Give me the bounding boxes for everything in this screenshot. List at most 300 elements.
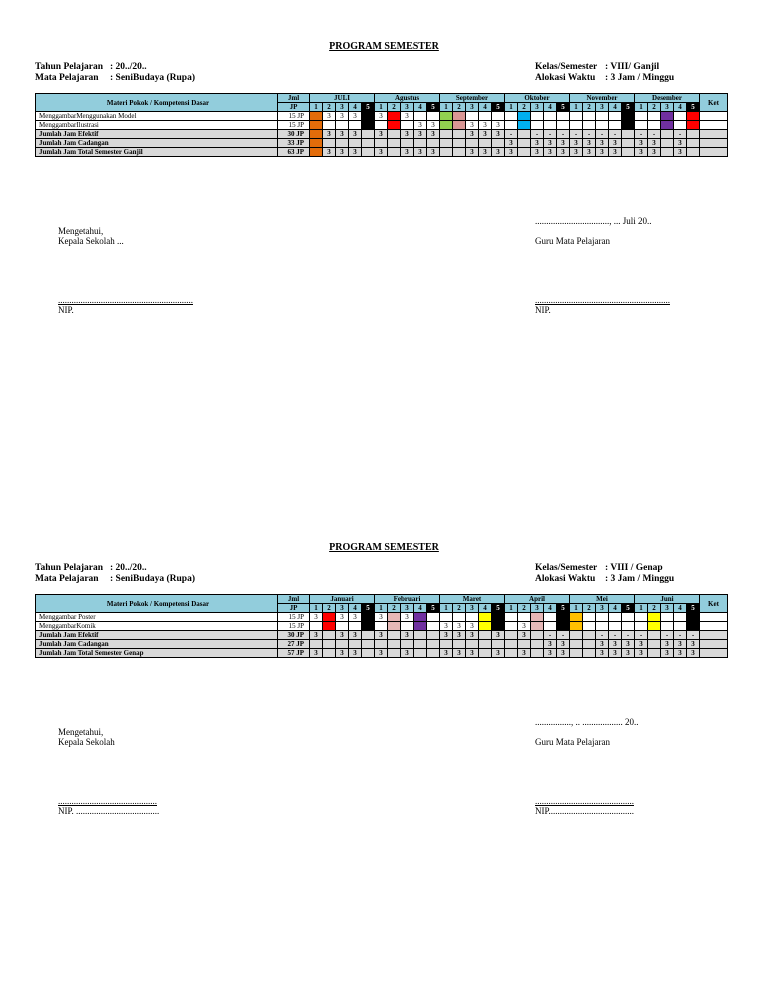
jp-cell: 15 JP [278, 121, 310, 130]
week-cell: 3 [479, 121, 492, 130]
week-cell [583, 613, 596, 622]
tahun-value: : 20../20.. [110, 62, 147, 72]
week-cell [505, 649, 518, 658]
week-cell: 3 [583, 148, 596, 157]
week-cell [570, 640, 583, 649]
week-number: 4 [674, 103, 687, 112]
week-number: 3 [661, 103, 674, 112]
week-cell: 3 [401, 130, 414, 139]
week-cell: 3 [531, 148, 544, 157]
week-cell [661, 139, 674, 148]
week-cell [687, 121, 700, 130]
materi-cell: Jumlah Jam Cadangan [36, 640, 278, 649]
week-cell [401, 640, 414, 649]
week-cell: 3 [492, 631, 505, 640]
week-cell [362, 130, 375, 139]
week-cell [453, 121, 466, 130]
week-cell [388, 148, 401, 157]
week-cell: 3 [375, 148, 388, 157]
nip-text: NIP...................................... [535, 806, 635, 816]
week-cell [388, 631, 401, 640]
month-header: JULI [310, 94, 375, 103]
week-cell [453, 130, 466, 139]
week-number: 5 [687, 604, 700, 613]
week-cell: 3 [401, 613, 414, 622]
week-number: 1 [375, 103, 388, 112]
week-cell: 3 [323, 148, 336, 157]
week-cell: 3 [375, 649, 388, 658]
meta-left-semester2 [35, 563, 195, 585]
week-cell [583, 640, 596, 649]
week-cell [440, 148, 453, 157]
week-cell: 3 [479, 148, 492, 157]
week-cell [557, 121, 570, 130]
page-title-semester1: PROGRAM SEMESTER [329, 41, 439, 52]
week-cell [661, 112, 674, 121]
week-cell [544, 622, 557, 631]
week-cell: - [687, 631, 700, 640]
table-row [36, 613, 728, 622]
week-cell [596, 613, 609, 622]
week-cell [375, 121, 388, 130]
week-cell [531, 649, 544, 658]
ket-cell [700, 640, 728, 649]
week-cell [388, 139, 401, 148]
week-number: 3 [531, 103, 544, 112]
week-cell: 3 [505, 148, 518, 157]
week-cell [492, 112, 505, 121]
week-cell [596, 112, 609, 121]
week-number: 5 [622, 103, 635, 112]
week-number: 4 [349, 103, 362, 112]
ket-cell [700, 139, 728, 148]
week-cell [479, 649, 492, 658]
week-cell: 3 [336, 613, 349, 622]
week-cell: 3 [492, 130, 505, 139]
week-cell [661, 130, 674, 139]
week-cell: 3 [609, 148, 622, 157]
week-cell: 3 [544, 139, 557, 148]
week-number: 4 [414, 604, 427, 613]
mengetahui-text: Mengetahui, [58, 727, 104, 737]
week-cell: 3 [596, 649, 609, 658]
week-cell [414, 640, 427, 649]
week-number: 5 [427, 103, 440, 112]
week-number: 4 [674, 604, 687, 613]
week-cell [388, 121, 401, 130]
week-cell: 3 [505, 139, 518, 148]
week-cell [687, 622, 700, 631]
jp-cell: 33 JP [278, 139, 310, 148]
week-cell: 3 [414, 130, 427, 139]
week-cell [492, 640, 505, 649]
week-cell: - [544, 130, 557, 139]
program-table-semester2 [35, 594, 728, 658]
week-cell: - [570, 130, 583, 139]
week-cell: - [648, 130, 661, 139]
week-number: 1 [570, 103, 583, 112]
header-materi: Materi Pokok / Kompetensi Dasar [36, 595, 278, 613]
week-cell [687, 130, 700, 139]
week-cell [648, 613, 661, 622]
tahun-value: : 20../20.. [110, 563, 147, 573]
week-cell: 3 [427, 130, 440, 139]
header-ket: Ket [700, 94, 728, 112]
table-row [36, 130, 728, 139]
week-cell [310, 622, 323, 631]
kelas-value: : VIII/ Ganjil [605, 62, 660, 72]
week-cell [388, 130, 401, 139]
week-cell [479, 631, 492, 640]
week-cell [492, 613, 505, 622]
week-cell: 3 [440, 649, 453, 658]
week-cell [362, 631, 375, 640]
week-number: 2 [583, 604, 596, 613]
alokasi-label: Alokasi Waktu [535, 73, 596, 83]
week-cell: 3 [401, 631, 414, 640]
nip-text: NIP. [58, 305, 74, 315]
ket-cell [700, 148, 728, 157]
week-number: 5 [427, 604, 440, 613]
week-number: 5 [362, 103, 375, 112]
week-cell [479, 613, 492, 622]
week-number: 3 [596, 103, 609, 112]
week-cell: - [596, 130, 609, 139]
week-cell: 3 [375, 130, 388, 139]
left-signature-semester2 [58, 727, 159, 816]
week-cell: 3 [479, 130, 492, 139]
week-cell [531, 640, 544, 649]
mapel-label: Mata Pelajaran [35, 574, 99, 584]
week-cell: 3 [466, 631, 479, 640]
week-cell [466, 613, 479, 622]
week-cell [648, 631, 661, 640]
week-cell [336, 139, 349, 148]
header-ket: Ket [700, 595, 728, 613]
week-cell [362, 622, 375, 631]
week-number: 2 [323, 103, 336, 112]
week-cell [362, 139, 375, 148]
week-cell: 3 [323, 112, 336, 121]
week-cell: 3 [466, 130, 479, 139]
week-number: 5 [557, 103, 570, 112]
week-cell [323, 622, 336, 631]
week-number: 2 [518, 604, 531, 613]
week-cell: 3 [375, 631, 388, 640]
week-cell [323, 649, 336, 658]
week-cell: 3 [648, 139, 661, 148]
week-number: 1 [505, 604, 518, 613]
week-cell [453, 613, 466, 622]
mengetahui-text: Mengetahui, [58, 226, 104, 236]
week-cell [440, 121, 453, 130]
week-cell [349, 640, 362, 649]
week-cell: - [557, 130, 570, 139]
week-cell [518, 148, 531, 157]
week-cell [414, 139, 427, 148]
week-cell: - [609, 631, 622, 640]
week-number: 5 [687, 103, 700, 112]
week-cell [674, 613, 687, 622]
week-cell [479, 622, 492, 631]
week-cell [570, 622, 583, 631]
week-cell [323, 121, 336, 130]
week-number: 2 [453, 103, 466, 112]
materi-cell: Jumlah Jam Efektif [36, 631, 278, 640]
week-cell: 3 [375, 613, 388, 622]
week-cell: 3 [518, 631, 531, 640]
week-cell [362, 121, 375, 130]
week-cell: 3 [609, 139, 622, 148]
week-cell [661, 148, 674, 157]
week-cell [635, 622, 648, 631]
week-cell [518, 121, 531, 130]
week-number: 1 [635, 604, 648, 613]
week-cell: 3 [310, 649, 323, 658]
program-table-semester1 [35, 93, 728, 157]
week-cell: 3 [661, 649, 674, 658]
jp-cell: 30 JP [278, 631, 310, 640]
week-cell: - [609, 130, 622, 139]
meta-left-semester1 [35, 62, 195, 84]
week-cell [609, 622, 622, 631]
week-cell: - [674, 130, 687, 139]
jp-cell: 63 JP [278, 148, 310, 157]
week-cell [427, 631, 440, 640]
table-row [36, 121, 728, 130]
week-cell [427, 640, 440, 649]
week-cell [648, 640, 661, 649]
week-cell [427, 112, 440, 121]
week-number: 2 [518, 103, 531, 112]
materi-cell: MenggambarKomik [36, 622, 278, 631]
week-cell [557, 112, 570, 121]
week-cell [609, 112, 622, 121]
mapel-value: : SeniBudaya (Rupa) [110, 574, 195, 584]
jp-cell: 30 JP [278, 130, 310, 139]
week-cell [479, 112, 492, 121]
week-cell [557, 622, 570, 631]
week-cell [557, 613, 570, 622]
date-text: ................................., ... Juli 20.. [535, 216, 652, 226]
week-cell [622, 613, 635, 622]
materi-cell: Jumlah Jam Total Semester Genap [36, 649, 278, 658]
materi-cell: Menggambar Poster [36, 613, 278, 622]
week-cell: 3 [544, 640, 557, 649]
week-number: 2 [583, 103, 596, 112]
month-header: November [570, 94, 635, 103]
week-cell: 3 [427, 148, 440, 157]
week-cell [323, 613, 336, 622]
week-cell [674, 121, 687, 130]
week-cell: 3 [518, 622, 531, 631]
week-cell: 3 [310, 613, 323, 622]
ket-cell [700, 130, 728, 139]
week-cell: - [544, 631, 557, 640]
week-cell [518, 130, 531, 139]
week-cell [661, 613, 674, 622]
week-cell: 3 [596, 148, 609, 157]
jp-cell: 15 JP [278, 112, 310, 121]
week-cell: 3 [635, 139, 648, 148]
week-number: 1 [375, 604, 388, 613]
week-number: 1 [310, 604, 323, 613]
jp-cell: 27 JP [278, 640, 310, 649]
week-number: 4 [414, 103, 427, 112]
week-cell: 3 [466, 649, 479, 658]
week-cell [674, 112, 687, 121]
week-cell: 3 [687, 640, 700, 649]
week-cell [687, 148, 700, 157]
week-number: 3 [336, 103, 349, 112]
week-number: 4 [544, 604, 557, 613]
week-cell [323, 640, 336, 649]
week-cell [622, 121, 635, 130]
week-number: 1 [440, 604, 453, 613]
month-header: Agustus [375, 94, 440, 103]
week-cell [583, 649, 596, 658]
month-header: Desember [635, 94, 700, 103]
month-header: Juni [635, 595, 700, 604]
header-jp: JP [278, 604, 310, 613]
week-number: 3 [661, 604, 674, 613]
week-cell [505, 112, 518, 121]
week-cell [362, 640, 375, 649]
jp-cell: 15 JP [278, 622, 310, 631]
week-cell [375, 139, 388, 148]
week-cell: 3 [609, 640, 622, 649]
week-cell [323, 139, 336, 148]
jp-cell: 57 JP [278, 649, 310, 658]
week-number: 1 [505, 103, 518, 112]
week-cell [531, 622, 544, 631]
week-cell [622, 148, 635, 157]
week-cell [661, 121, 674, 130]
week-cell [544, 121, 557, 130]
week-cell [362, 613, 375, 622]
week-cell: 3 [492, 649, 505, 658]
week-cell [505, 640, 518, 649]
mapel-label: Mata Pelajaran [35, 73, 99, 83]
alokasi-value: : 3 Jam / Minggu [605, 574, 675, 584]
table-row [36, 631, 728, 640]
week-cell: 3 [674, 139, 687, 148]
ket-cell [700, 121, 728, 130]
kelas-label: Kelas/Semester [535, 62, 598, 72]
week-cell [505, 613, 518, 622]
week-cell [492, 139, 505, 148]
week-cell: 3 [466, 121, 479, 130]
week-cell [362, 649, 375, 658]
week-cell: 3 [401, 148, 414, 157]
week-cell [635, 121, 648, 130]
nip-text: NIP. [535, 305, 551, 315]
week-number: 5 [492, 103, 505, 112]
week-number: 3 [336, 604, 349, 613]
week-cell: 3 [557, 640, 570, 649]
week-number: 4 [609, 103, 622, 112]
week-cell: 3 [336, 631, 349, 640]
week-cell: 3 [453, 631, 466, 640]
week-cell: 3 [336, 148, 349, 157]
kepala-sekolah-text: Kepala Sekolah [58, 737, 115, 747]
week-number: 2 [648, 604, 661, 613]
week-cell: 3 [440, 631, 453, 640]
guru-text: Guru Mata Pelajaran [535, 236, 610, 246]
week-cell [336, 622, 349, 631]
week-cell [388, 622, 401, 631]
week-cell: 3 [440, 622, 453, 631]
nip-text: NIP. ..................................... [58, 806, 160, 816]
alokasi-value: : 3 Jam / Minggu [605, 73, 675, 83]
week-cell [674, 622, 687, 631]
week-cell: 3 [492, 622, 505, 631]
meta-right-semester2 [535, 563, 674, 585]
week-cell [648, 121, 661, 130]
week-cell [609, 613, 622, 622]
week-number: 3 [466, 604, 479, 613]
week-cell [622, 139, 635, 148]
week-number: 2 [323, 604, 336, 613]
header-jp: JP [278, 103, 310, 112]
week-cell [440, 613, 453, 622]
week-cell [583, 622, 596, 631]
week-cell [336, 640, 349, 649]
week-cell [310, 130, 323, 139]
week-cell [440, 130, 453, 139]
week-cell [466, 640, 479, 649]
week-cell [310, 121, 323, 130]
week-cell: 3 [570, 148, 583, 157]
week-number: 4 [479, 103, 492, 112]
week-number: 4 [479, 604, 492, 613]
week-cell [440, 139, 453, 148]
week-cell [414, 112, 427, 121]
week-cell [505, 622, 518, 631]
week-cell [518, 139, 531, 148]
week-cell: 3 [674, 640, 687, 649]
page-title-semester2: PROGRAM SEMESTER [329, 542, 439, 553]
kelas-label: Kelas/Semester [535, 563, 598, 573]
week-cell [648, 649, 661, 658]
table-row [36, 622, 728, 631]
week-cell: 3 [622, 640, 635, 649]
week-cell: 3 [492, 121, 505, 130]
header-materi: Materi Pokok / Kompetensi Dasar [36, 94, 278, 112]
month-header: Februari [375, 595, 440, 604]
week-cell: 3 [544, 649, 557, 658]
week-number: 1 [635, 103, 648, 112]
week-cell [570, 613, 583, 622]
signature-dots: ............................................ [58, 796, 157, 806]
week-cell [531, 613, 544, 622]
week-cell [518, 640, 531, 649]
week-cell: 3 [336, 130, 349, 139]
week-cell [622, 112, 635, 121]
week-cell [427, 649, 440, 658]
week-cell [609, 121, 622, 130]
week-cell [583, 121, 596, 130]
week-cell [518, 112, 531, 121]
week-cell: 3 [635, 640, 648, 649]
week-cell [401, 139, 414, 148]
week-cell [583, 112, 596, 121]
meta-right-semester1 [535, 62, 674, 84]
ket-cell [700, 622, 728, 631]
week-cell [466, 139, 479, 148]
week-cell [453, 148, 466, 157]
month-header: Mei [570, 595, 635, 604]
